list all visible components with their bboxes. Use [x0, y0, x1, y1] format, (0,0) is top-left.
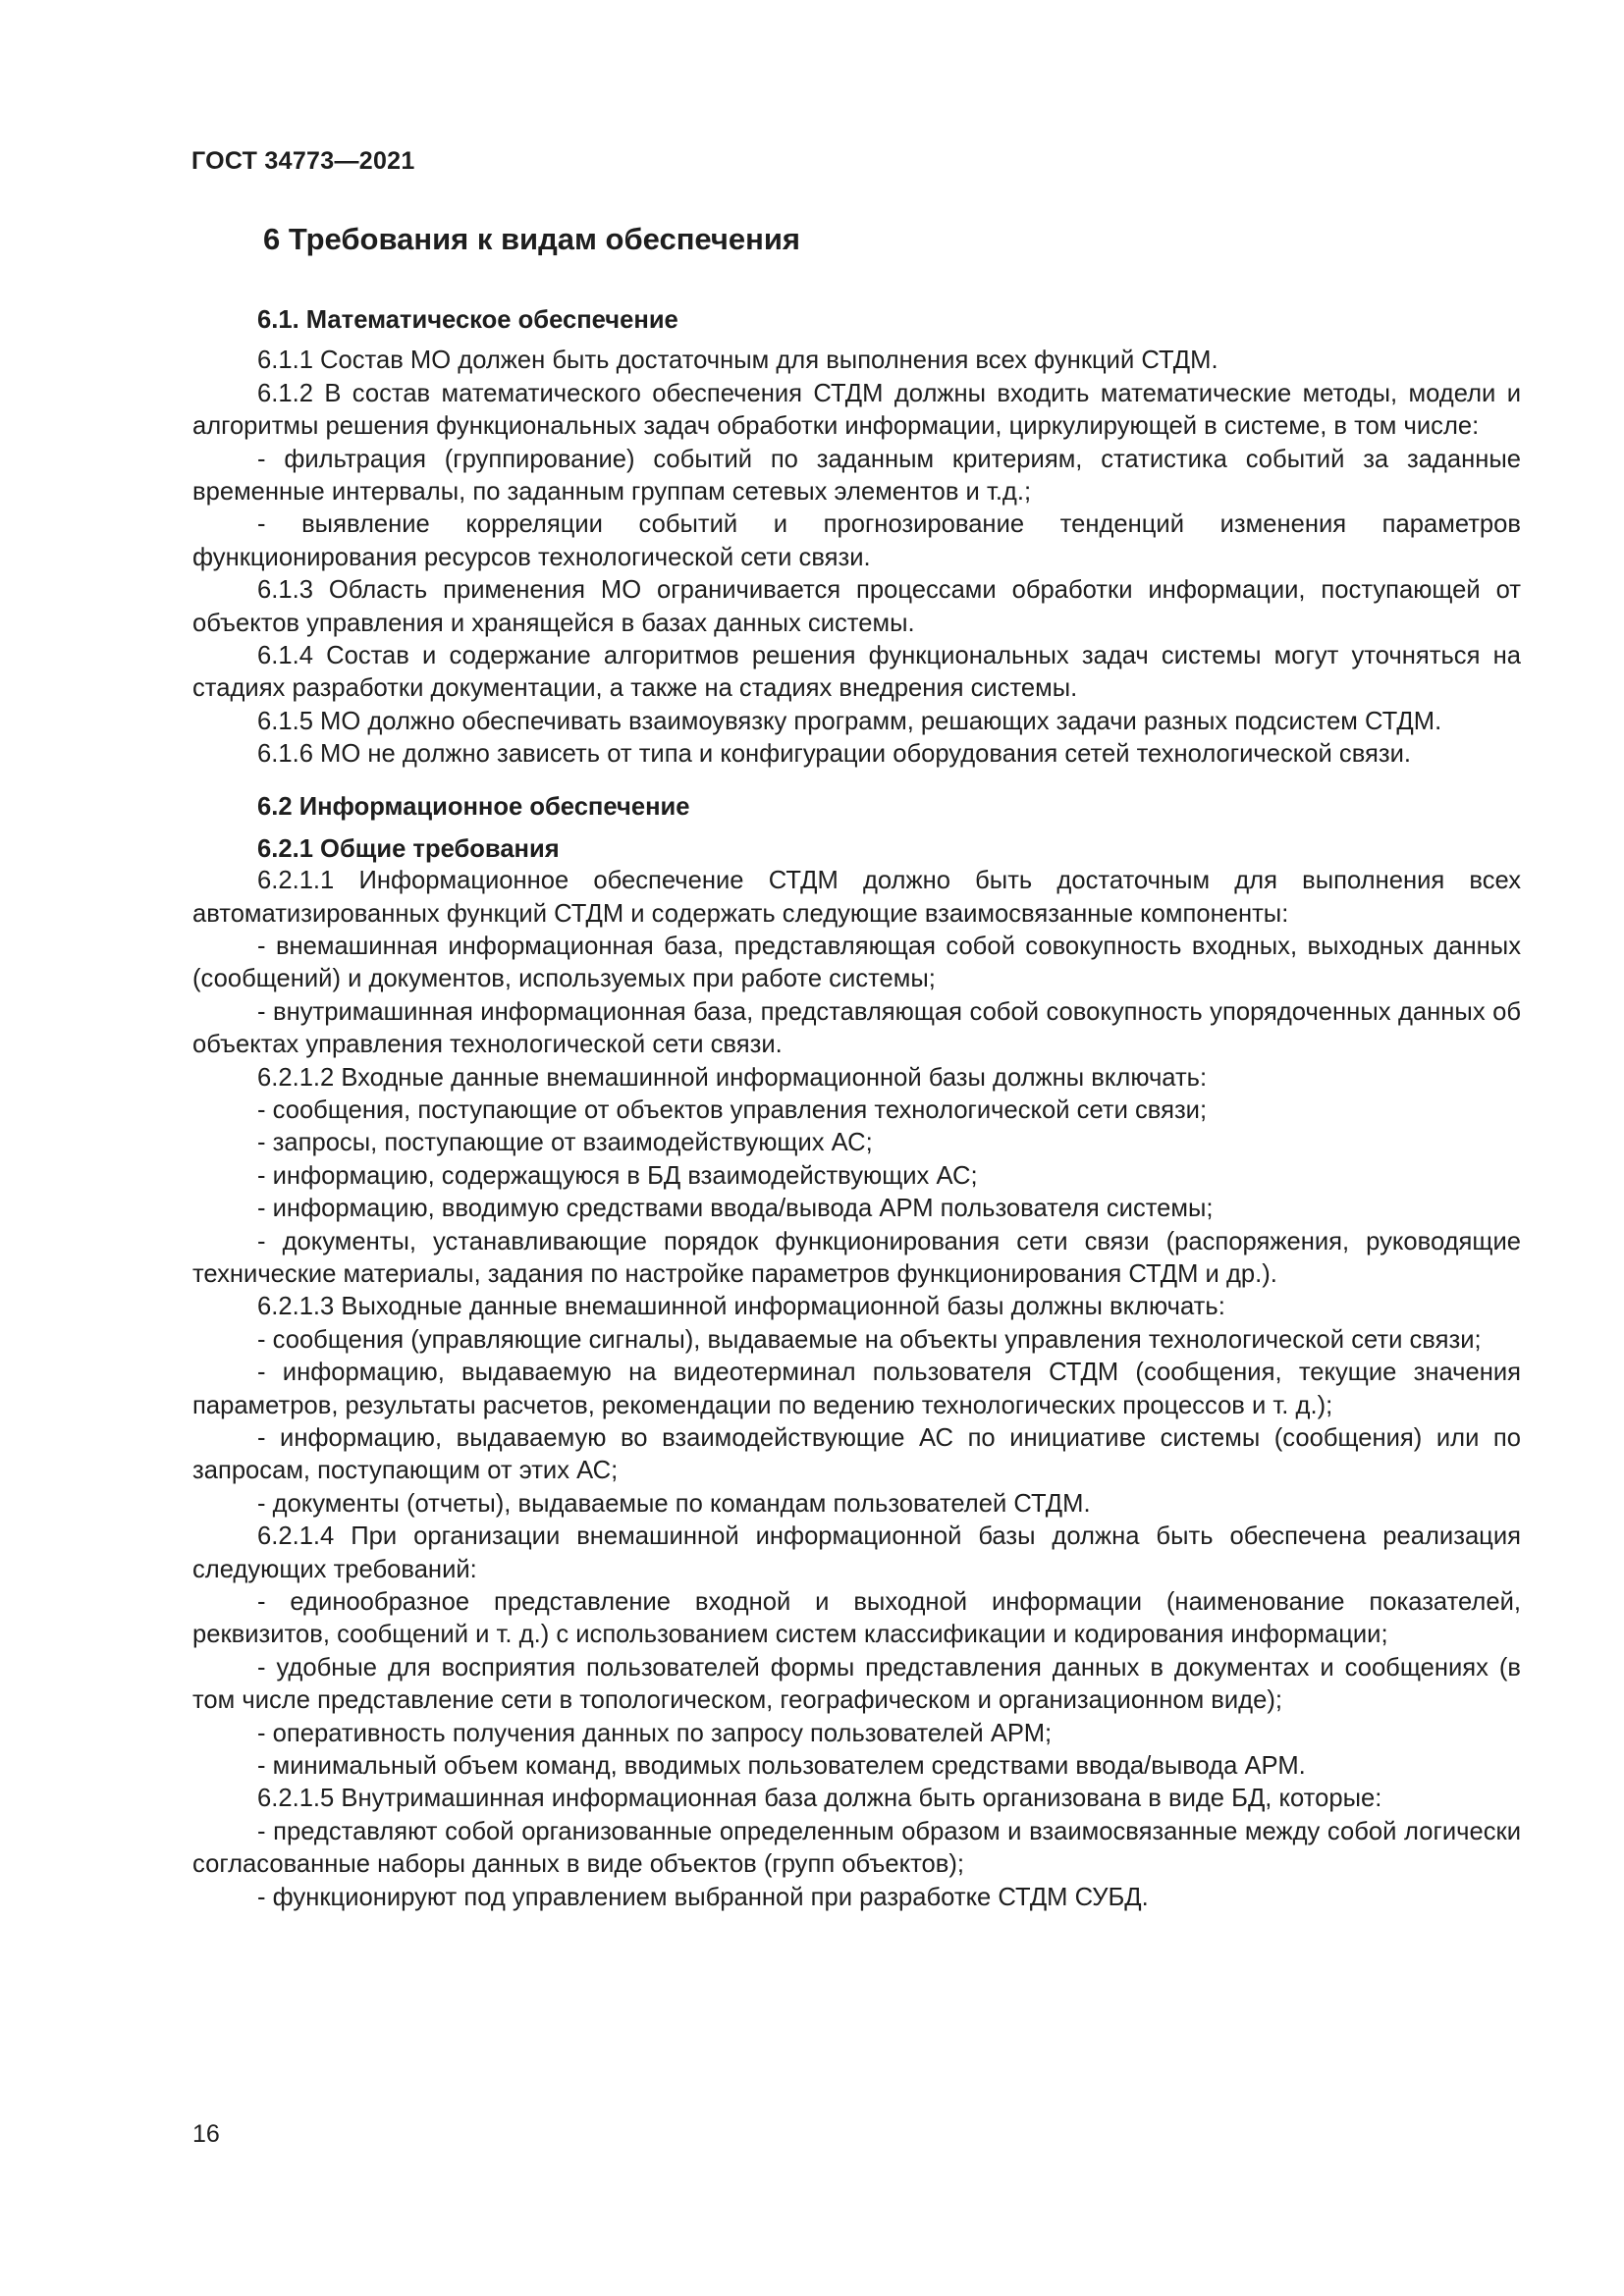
- list-item: - минимальный объем команд, вводимых пользователем средствами ввода/вывода АРМ.: [257, 1752, 1306, 1781]
- list-item: - фильтрация (группирование) событий по заданным критериям, статистика событий за заданные временные интервалы, по заданным группам сетевых элементов и т.д.;: [192, 445, 1521, 507]
- paragraph-6-2-1-5: 6.2.1.5 Внутримашинная информационная база должна быть организована в виде БД, которые:: [257, 1785, 1382, 1813]
- list-item: - информацию, содержащуюся в БД взаимодействующих АС;: [257, 1161, 978, 1190]
- list-item: - функционируют под управлением выбранной при разработке СТДМ СУБД.: [257, 1883, 1149, 1911]
- list-item: - информацию, выдаваемую на видеотерминал пользователя СТДМ (сообщения, текущие значения параметров, результаты расчетов, рекомендации по ведению технологических процессов и т. д.);: [192, 1359, 1521, 1419]
- list-item: - единообразное представление входной и выходной информации (наименование показателей, реквизитов, сообщений и т. д.) с использованием систем классификации и кодирования информации;: [192, 1588, 1521, 1649]
- list-item: - документы (отчеты), выдаваемые по командам пользователей СТДМ.: [257, 1489, 1091, 1518]
- paragraph-6-2-1-4: 6.2.1.4 При организации внемашинной информационной базы должна быть обеспечена реализация следующих требований:: [192, 1522, 1521, 1583]
- list-item: - запросы, поступающие от взаимодействующих АС;: [257, 1129, 873, 1157]
- page-number: 16: [192, 2120, 220, 2148]
- list-item: - оперативность получения данных по запросу пользователей АРМ;: [257, 1719, 1053, 1747]
- paragraph-6-1-2: 6.1.2 В состав математического обеспечения СТДМ должны входить математические методы, модели и алгоритмы решения функциональных задач обработки информации, циркулирующей в системе, в том числе:: [192, 379, 1521, 441]
- paragraph-6-2-1-1: 6.2.1.1 Информационное обеспечение СТДМ должно быть достаточным для выполнения всех автоматизированных функций СТДМ и содержать следующие взаимосвязанные компоненты:: [192, 867, 1521, 928]
- subsection-title-6-2: 6.2 Информационное обеспечение: [257, 792, 690, 821]
- list-item: - удобные для восприятия пользователей формы представления данных в документах и сообщениях (в том числе представление сети в топологическом, географическом и организационном виде);: [192, 1653, 1521, 1715]
- subsection-title-6-2-1: 6.2.1 Общие требования: [257, 835, 560, 864]
- page-content: [192, 216, 1521, 1914]
- paragraph-6-1-3: 6.1.3 Область применения МО ограничивается процессами обработки информации, поступающей от объектов управления и хранящейся в базах данных системы.: [192, 576, 1521, 637]
- document-id-header: ГОСТ 34773—2021: [191, 147, 415, 175]
- list-item: - информацию, вводимую средствами ввода/вывода АРМ пользователя системы;: [257, 1195, 1214, 1223]
- paragraph-6-1-5: 6.1.5 МО должно обеспечивать взаимоувязку программ, решающих задачи разных подсистем СТДМ.: [257, 707, 1442, 735]
- list-item: - документы, устанавливающие порядок функционирования сети связи (распоряжения, руководящие технические материалы, задания по настройке параметров функционирования СТДМ и др.).: [192, 1227, 1521, 1288]
- list-item: - сообщения (управляющие сигналы), выдаваемые на объекты управления технологической сети связи;: [257, 1325, 1482, 1354]
- list-item: - выявление корреляции событий и прогнозирование тенденций изменения параметров функционирования ресурсов технологической сети связи.: [192, 510, 1521, 571]
- list-item: - внемашинная информационная база, представляющая собой совокупность входных, выходных данных (сообщений) и документов, используемых при работе системы;: [192, 932, 1521, 993]
- subsection-title-6-1: 6.1. Математическое обеспечение: [257, 306, 678, 334]
- paragraph-6-1-4: 6.1.4 Состав и содержание алгоритмов решения функциональных задач системы могут уточняться на стадиях разработки документации, а также на стадиях внедрения системы.: [192, 642, 1521, 703]
- list-item: - информацию, выдаваемую во взаимодействующие АС по инициативе системы (сообщения) или по запросам, поступающим от этих АС;: [192, 1424, 1521, 1485]
- section-title: 6 Требования к видам обеспечения: [263, 222, 800, 256]
- list-item: - представляют собой организованные определенным образом и взаимосвязанные между собой логически согласованные наборы данных в виде объектов (групп объектов);: [192, 1817, 1521, 1879]
- paragraph-6-2-1-3: 6.2.1.3 Выходные данные внемашинной информационной базы должны включать:: [257, 1293, 1225, 1321]
- paragraph-6-1-6: 6.1.6 МО не должно зависеть от типа и конфигурации оборудования сетей технологической связи.: [257, 740, 1411, 769]
- paragraph-6-2-1-2: 6.2.1.2 Входные данные внемашинной информационной базы должны включать:: [257, 1063, 1208, 1092]
- paragraph-6-1-1: 6.1.1 Состав МО должен быть достаточным для выполнения всех функций СТДМ.: [257, 347, 1218, 375]
- list-item: - внутримашинная информационная база, представляющая собой совокупность упорядоченных данных об объектах управления технологической сети связи.: [192, 997, 1521, 1059]
- list-item: - сообщения, поступающие от объектов управления технологической сети связи;: [257, 1095, 1208, 1124]
